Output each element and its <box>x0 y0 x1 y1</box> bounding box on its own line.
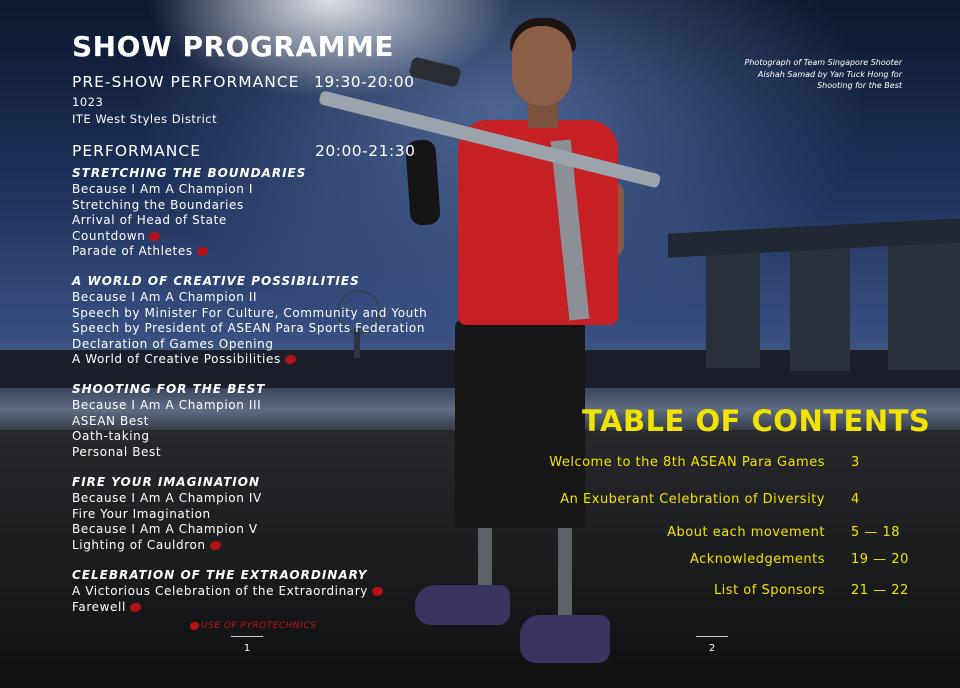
list-item: Parade of Athletes <box>72 244 306 260</box>
list-item: Countdown <box>72 229 306 245</box>
pyrotechnics-legend <box>190 621 317 631</box>
toc-entry-pages: 3 <box>851 455 860 470</box>
pyrotechnics-icon <box>190 622 199 630</box>
toc-entry-label: Welcome to the 8th ASEAN Para Games <box>549 455 825 470</box>
programme-title: SHOW PROGRAMME <box>72 30 394 63</box>
group-heading: SHOOTING FOR THE BEST <box>72 382 266 396</box>
toc-entry[interactable] <box>420 492 870 510</box>
toc-entry-label: List of Sponsors <box>713 583 825 598</box>
athlete-head <box>512 26 572 106</box>
programme-group <box>72 475 262 553</box>
list-item: A Victorious Celebration of the Extraordinary <box>72 584 383 600</box>
hotel-tower <box>706 238 760 368</box>
programme-group <box>72 274 427 368</box>
page-number-right: 2 <box>708 643 716 654</box>
list-item: Because I Am A Champion I <box>72 182 253 196</box>
list-item: Farewell <box>72 600 383 616</box>
group-heading: FIRE YOUR IMAGINATION <box>72 475 260 489</box>
hotel-tower <box>888 230 960 370</box>
pyrotechnics-icon <box>130 603 141 612</box>
list-item: ASEAN Best <box>72 413 149 428</box>
rifle-scope <box>408 56 461 88</box>
list-item: Oath-taking <box>72 429 150 443</box>
page-number-rule <box>231 636 263 637</box>
toc-entry-pages: 4 <box>851 492 860 507</box>
pyrotechnics-icon <box>210 541 221 550</box>
list-item: Declaration of Games Opening <box>72 336 274 351</box>
hotel-tower <box>790 236 850 371</box>
preshow-label: PRE-SHOW PERFORMANCE <box>72 73 300 91</box>
toc-entry-pages: 19 — 20 <box>851 552 909 567</box>
toc-entry-pages: 21 — 22 <box>851 583 909 598</box>
athlete-shoe <box>520 615 610 663</box>
group-heading: A WORLD OF CREATIVE POSSIBILITIES <box>72 274 360 288</box>
list-item: Arrival of Head of State <box>72 213 227 227</box>
group-heading: CELEBRATION OF THE EXTRAORDINARY <box>72 568 368 582</box>
list-item: Because I Am A Champion II <box>72 290 258 304</box>
pyrotechnics-icon <box>285 355 296 364</box>
programme-group <box>72 382 265 460</box>
list-item: Fire Your Imagination <box>72 506 211 521</box>
pyrotechnics-icon <box>149 232 160 241</box>
pyrotechnics-legend-label: USE OF PYROTECHNICS <box>201 621 317 631</box>
preshow-line: 1023 <box>72 95 104 109</box>
toc-entry[interactable] <box>420 552 909 570</box>
toc-entry-pages: 5 — 18 <box>851 525 901 540</box>
list-item: Stretching the Boundaries <box>72 197 244 212</box>
page-number-rule <box>696 636 728 637</box>
preshow-line: ITE West Styles District <box>72 112 218 126</box>
list-item: Personal Best <box>72 444 162 459</box>
list-item: Speech by President of ASEAN Para Sports Federation <box>72 321 426 335</box>
list-item: A World of Creative Possibilities <box>72 352 427 368</box>
list-item: Lighting of Cauldron <box>72 538 262 554</box>
page-number-left: 1 <box>243 643 251 654</box>
list-item: Speech by Minister For Culture, Community and Youth <box>72 305 428 320</box>
toc-entry-label: An Exuberant Celebration of Diversity <box>560 492 825 507</box>
photo-credit: Photograph of Team Singapore Shooter Aishah Samad by Yan Tuck Hong for Shooting for the Best <box>744 58 902 90</box>
toc-entry[interactable] <box>420 455 870 473</box>
performance-time: 20:00-21:30 <box>315 142 416 160</box>
list-item: Because I Am A Champion V <box>72 522 258 536</box>
toc-entry[interactable] <box>420 525 901 543</box>
pyrotechnics-icon <box>197 247 208 256</box>
programme-group <box>72 568 383 615</box>
toc-entry-label: About each movement <box>667 525 825 540</box>
group-heading: STRETCHING THE BOUNDARIES <box>72 166 307 180</box>
pyrotechnics-icon <box>372 587 383 596</box>
performance-label: PERFORMANCE <box>72 142 201 160</box>
toc-entry-label: Acknowledgements <box>689 552 825 567</box>
toc-title: TABLE OF CONTENTS <box>582 404 931 438</box>
toc-entry[interactable] <box>420 583 909 601</box>
list-item: Because I Am A Champion III <box>72 398 262 412</box>
list-item: Because I Am A Champion IV <box>72 491 262 505</box>
programme-group <box>72 166 306 260</box>
preshow-time: 19:30-20:00 <box>314 73 415 91</box>
